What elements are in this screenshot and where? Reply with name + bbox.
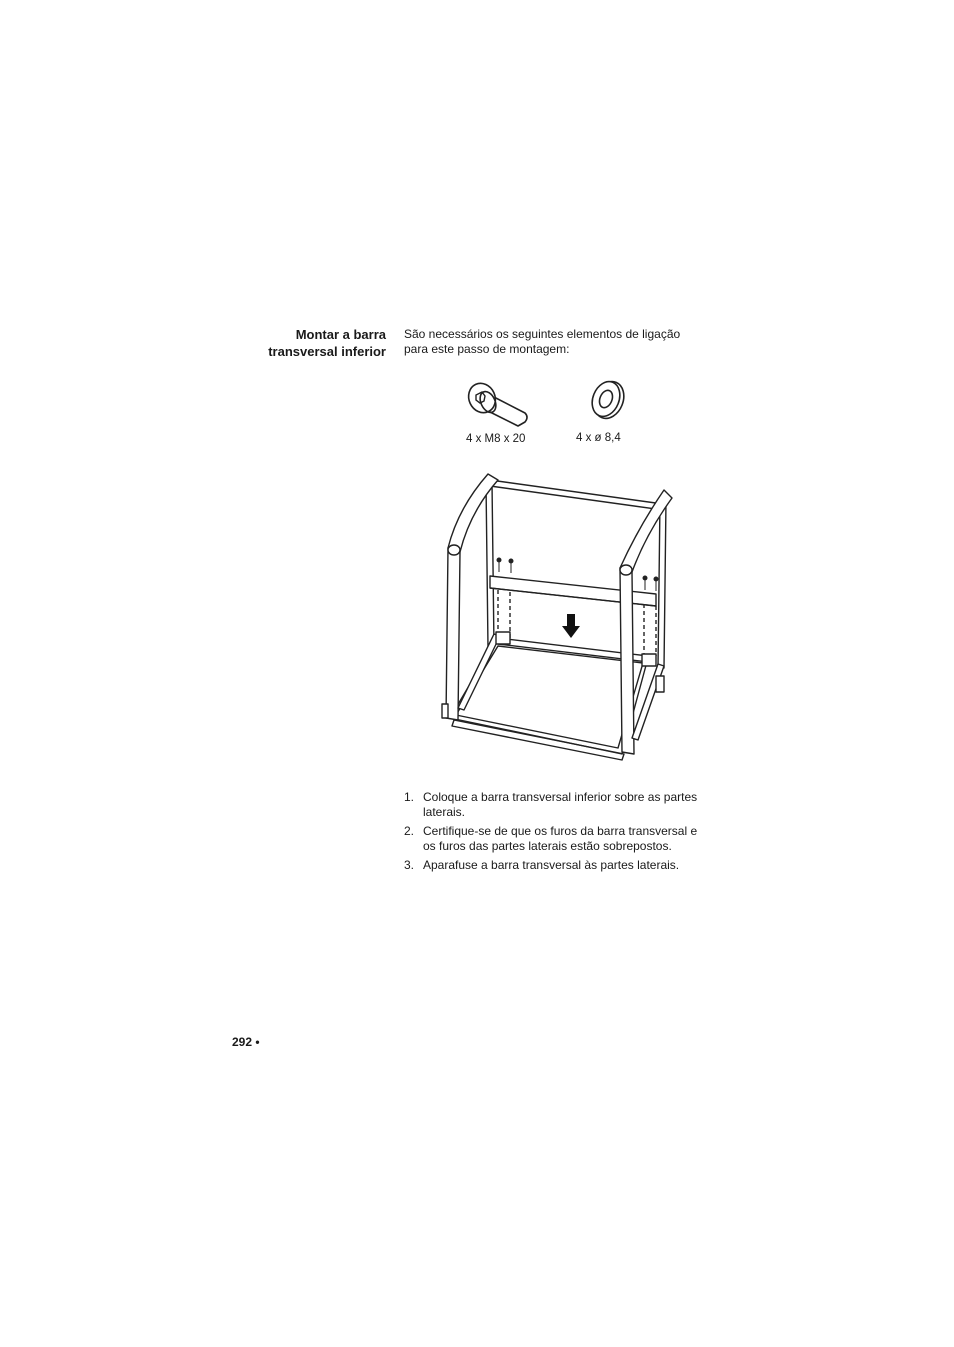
instruction-list (404, 790, 704, 878)
list-item (404, 790, 704, 819)
washer-icon (588, 378, 628, 424)
bolt-label: 4 x M8 x 20 (466, 433, 526, 445)
bolt-icon (462, 380, 532, 430)
intro-line1: São necessários os seguintes elementos de ligação (404, 327, 681, 341)
intro-line2: para este passo de montagem: (404, 342, 570, 356)
step-text: Coloque a barra transversal inferior sobre as partes (423, 790, 698, 804)
section-title-line2: transversal inferior (268, 344, 386, 359)
step-text-cont: os furos das partes laterais estão sobrepostos. (423, 838, 672, 853)
washer-label: 4 x ø 8,4 (576, 432, 621, 444)
step-text-cont: laterais. (423, 804, 466, 819)
intro-text (404, 327, 704, 357)
cart-frame-assembly-illustration (438, 468, 673, 768)
section-title (230, 326, 386, 360)
step-number: 1. (404, 790, 415, 804)
list-item (404, 824, 704, 853)
section-title-line1: Montar a barra (295, 327, 386, 342)
list-item (404, 858, 704, 873)
step-number: 3. (404, 858, 415, 872)
step-number: 2. (404, 824, 415, 838)
step-text: Certifique-se de que os furos da barra transversal e (423, 824, 698, 838)
page-number: 292 • (232, 1035, 260, 1049)
step-text: Aparafuse a barra transversal às partes laterais. (423, 858, 680, 872)
